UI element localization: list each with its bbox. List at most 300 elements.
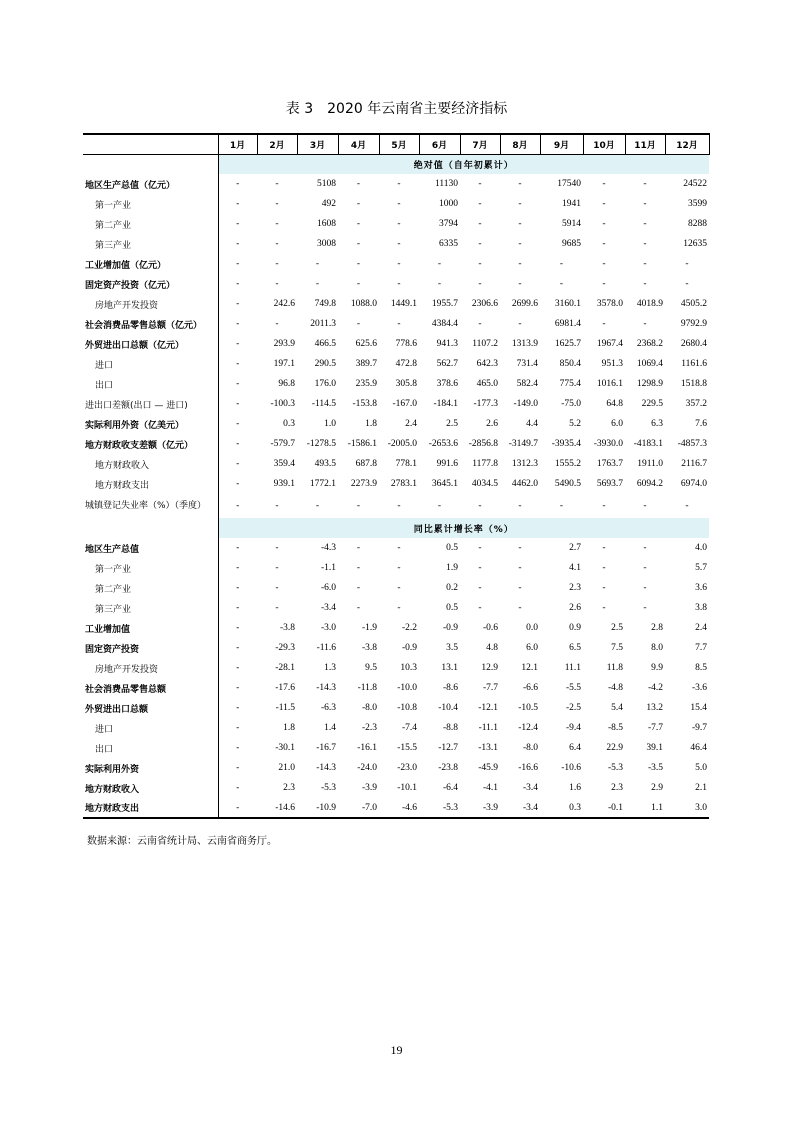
value-cell: -11.1 (478, 723, 498, 733)
table-row (83, 658, 709, 678)
value-cell: 4384.4 (431, 319, 458, 329)
value-cell: - (397, 199, 401, 209)
value-cell: 5490.5 (554, 479, 581, 489)
value-cell: -0.6 (482, 623, 498, 633)
value-cell: 6.4 (569, 743, 581, 753)
value-cell: - (602, 179, 606, 189)
row-label: 地区生产总值（亿元） (85, 180, 176, 191)
value-cell: -6.4 (442, 783, 458, 793)
value-cell: 6974.0 (680, 479, 707, 489)
value-cell: 1.4 (324, 723, 336, 733)
value-cell: - (685, 501, 689, 511)
value-cell: 2783.1 (390, 479, 417, 489)
value-cell: 941.3 (436, 339, 458, 349)
value-cell: - (218, 234, 257, 254)
row-label: 地方财政收入 (85, 784, 140, 795)
value-cell: 2.5 (611, 623, 623, 633)
row-label: 实际利用外资 (85, 764, 140, 775)
value-cell: -2.2 (401, 623, 417, 633)
value-cell: 15.4 (690, 703, 707, 713)
value-cell: - (397, 583, 401, 593)
table-row (83, 294, 709, 314)
value-cell: 493.5 (314, 459, 336, 469)
value-cell: - (218, 434, 257, 454)
value-cell: 1177.8 (472, 459, 498, 469)
month-header: 6月 (419, 134, 460, 154)
table-body (83, 154, 709, 818)
value-cell: 7.7 (695, 643, 707, 653)
row-label: 进口 (95, 360, 114, 371)
table-row (83, 678, 709, 698)
row-label: 外贸进出口总额 (85, 704, 149, 715)
value-cell: - (397, 239, 401, 249)
value-cell: -9.4 (565, 723, 581, 733)
value-cell: -7.7 (482, 683, 498, 693)
value-cell: - (397, 259, 401, 269)
value-cell: - (437, 279, 442, 289)
value-cell: - (218, 638, 257, 658)
value-cell: 5.2 (569, 419, 581, 429)
value-cell: -100.3 (270, 399, 295, 409)
value-cell: - (559, 279, 564, 289)
row-label: 工业增加值 (85, 624, 131, 635)
month-header: 5月 (379, 134, 419, 154)
value-cell: - (602, 501, 606, 511)
table-row (83, 578, 709, 598)
value-cell: 562.7 (436, 359, 458, 369)
table-title: 表 3 2020 年云南省主要经济指标 (285, 101, 508, 117)
value-cell: 642.3 (476, 359, 498, 369)
value-cell: - (478, 563, 482, 573)
value-cell: - (643, 279, 647, 289)
value-cell: 1955.7 (431, 299, 458, 309)
value-cell: -3.6 (691, 683, 707, 693)
value-cell: 2.6 (486, 419, 498, 429)
value-cell: -8.0 (522, 743, 538, 753)
value-cell: 687.8 (355, 459, 377, 469)
value-cell: - (518, 563, 522, 573)
row-label: 进口 (95, 724, 114, 735)
value-cell: 1088.0 (350, 299, 377, 309)
value-cell: - (218, 274, 257, 294)
value-cell: - (356, 219, 361, 229)
value-cell: - (275, 563, 279, 573)
value-cell: - (218, 538, 257, 558)
value-cell: 2.6 (569, 603, 581, 613)
value-cell: - (602, 319, 606, 329)
value-cell: 357.2 (685, 399, 707, 409)
value-cell: 11.8 (606, 663, 623, 673)
value-cell: - (218, 314, 257, 334)
value-cell: -4183.1 (633, 439, 663, 449)
value-cell: 13.1 (441, 663, 458, 673)
table-row (83, 798, 709, 818)
value-cell: -24.0 (357, 763, 377, 773)
value-cell: 197.1 (273, 359, 295, 369)
value-cell: 0.3 (540, 798, 583, 818)
row-label: 实际利用外资（亿美元） (85, 420, 185, 431)
value-cell: 0.3 (283, 419, 295, 429)
value-cell: - (397, 319, 401, 329)
value-cell: 1313.9 (511, 339, 538, 349)
value-cell: - (685, 259, 689, 269)
value-cell: - (275, 583, 279, 593)
value-cell: - (218, 334, 257, 354)
value-cell: -3.8 (279, 623, 295, 633)
table-row (83, 758, 709, 778)
value-cell: -3.4 (522, 783, 538, 793)
value-cell: 9792.9 (680, 319, 707, 329)
section-heading-row (83, 518, 709, 538)
value-cell: 9.9 (651, 663, 663, 673)
section-heading: 绝对值（自年初累计） (218, 154, 709, 174)
value-cell: -4.6 (379, 798, 419, 818)
value-cell: -579.7 (270, 439, 295, 449)
value-cell: -2.5 (565, 703, 581, 713)
value-cell: -23.0 (397, 763, 417, 773)
value-cell: -3.4 (500, 798, 540, 818)
row-label: 出口 (95, 380, 114, 391)
value-cell: -11.6 (316, 643, 336, 653)
value-cell: -149.0 (513, 399, 538, 409)
value-cell: 8.5 (695, 663, 707, 673)
value-cell: - (356, 279, 361, 289)
row-label: 地方财政支出 (83, 798, 218, 818)
value-cell: 472.8 (395, 359, 417, 369)
value-cell: - (397, 219, 401, 229)
row-label: 地方财政收支差额（亿元） (85, 440, 194, 451)
value-cell: - (478, 319, 482, 329)
value-cell: 21.0 (278, 763, 295, 773)
value-cell: 5108 (317, 179, 336, 189)
value-cell: 11.1 (564, 663, 581, 673)
value-cell: 6981.4 (554, 319, 581, 329)
value-cell: 6.5 (569, 643, 581, 653)
value-cell: -3935.4 (551, 439, 581, 449)
value-cell: -1278.5 (306, 439, 336, 449)
value-cell: 778.1 (395, 459, 417, 469)
row-label: 出口 (95, 744, 114, 755)
value-cell: - (356, 199, 361, 209)
value-cell: 1.0 (324, 419, 336, 429)
table-row (83, 698, 709, 718)
row-label: 房地产开发投资 (95, 664, 159, 675)
value-cell: - (602, 279, 606, 289)
value-cell: -9.7 (691, 723, 707, 733)
value-cell: 4034.5 (471, 479, 498, 489)
value-cell: - (356, 603, 361, 613)
row-label: 外贸进出口总额（亿元） (85, 340, 185, 351)
value-cell: -6.6 (522, 683, 538, 693)
value-cell: - (643, 583, 647, 593)
value-cell: - (602, 603, 606, 613)
value-cell: -10.0 (397, 683, 417, 693)
section-heading: 同比累计增长率（%） (218, 518, 709, 538)
value-cell: - (685, 279, 689, 289)
value-cell: - (275, 603, 279, 613)
value-cell: - (518, 583, 522, 593)
value-cell: 1911.0 (637, 459, 663, 469)
value-cell: - (275, 279, 279, 289)
value-cell: -184.1 (433, 399, 458, 409)
value-cell: - (478, 603, 482, 613)
value-cell: - (643, 219, 647, 229)
data-source-note: 数据来源：云南省统计局、云南省商务厅。 (87, 836, 277, 847)
row-label: 社会消费品零售总额（亿元） (85, 320, 203, 331)
value-cell: - (643, 603, 647, 613)
value-cell: 778.6 (395, 339, 417, 349)
value-cell: - (437, 501, 442, 511)
value-cell: -3.5 (647, 763, 663, 773)
value-cell: -5.3 (419, 798, 460, 818)
value-cell: 2.8 (651, 623, 663, 633)
value-cell: - (397, 179, 401, 189)
value-cell: -1.1 (320, 563, 336, 573)
value-cell: -6.3 (320, 703, 336, 713)
value-cell: 1298.9 (636, 379, 663, 389)
value-cell: -15.5 (397, 743, 417, 753)
value-cell: -16.7 (316, 743, 336, 753)
value-cell: - (218, 718, 257, 738)
economic-indicators-table (83, 133, 710, 819)
value-cell: 0.2 (446, 583, 458, 593)
value-cell: 850.4 (559, 359, 581, 369)
value-cell: - (356, 543, 361, 553)
value-cell: - (518, 239, 522, 249)
value-cell: -10.5 (518, 703, 538, 713)
value-cell: - (602, 259, 606, 269)
value-cell: -0.9 (442, 623, 458, 633)
row-label: 地方财政收入 (95, 460, 150, 471)
value-cell: 492 (321, 199, 336, 209)
value-cell: - (602, 583, 606, 593)
table-row (83, 194, 709, 214)
value-cell: -45.9 (478, 763, 498, 773)
value-cell: - (315, 259, 320, 269)
month-header: 2月 (257, 134, 297, 154)
value-cell: -167.0 (392, 399, 417, 409)
value-cell: 359.4 (273, 459, 295, 469)
value-cell: 293.9 (273, 339, 295, 349)
value-cell: 3.8 (695, 603, 707, 613)
value-cell: -8.5 (607, 723, 623, 733)
month-header: 8月 (500, 134, 540, 154)
value-cell: - (218, 598, 257, 618)
value-cell: - (218, 618, 257, 638)
value-cell: 939.1 (273, 479, 295, 489)
value-cell: 582.4 (516, 379, 538, 389)
value-cell: 6.0 (611, 419, 623, 429)
value-cell: - (602, 219, 606, 229)
value-cell: - (518, 501, 522, 511)
value-cell: -3.8 (361, 643, 377, 653)
value-cell: - (397, 563, 401, 573)
value-cell: - (275, 319, 279, 329)
value-cell: -14.6 (257, 798, 297, 818)
table-row (83, 174, 709, 194)
value-cell: - (559, 501, 564, 511)
value-cell: -10.8 (397, 703, 417, 713)
value-cell: - (218, 578, 257, 598)
value-cell: 242.6 (273, 299, 295, 309)
value-cell: 176.0 (314, 379, 336, 389)
value-cell: 39.1 (646, 743, 663, 753)
value-cell: - (518, 219, 522, 229)
month-header-row (83, 134, 709, 154)
value-cell: 991.6 (436, 459, 458, 469)
section-heading-row (83, 154, 709, 174)
value-cell: -7.7 (647, 723, 663, 733)
value-cell: - (643, 563, 647, 573)
table-row (83, 214, 709, 234)
value-cell: - (602, 239, 606, 249)
value-cell: 9.5 (365, 663, 377, 673)
value-cell: 1.8 (283, 723, 295, 733)
value-cell: - (218, 678, 257, 698)
value-cell: - (478, 179, 482, 189)
value-cell: - (643, 199, 647, 209)
value-cell: -6.0 (320, 583, 336, 593)
value-cell: 12.9 (481, 663, 498, 673)
table-row (83, 454, 709, 474)
value-cell: 1.8 (365, 419, 377, 429)
value-cell: - (218, 214, 257, 234)
table-row (83, 778, 709, 798)
value-cell: 3794 (439, 219, 458, 229)
value-cell: 6094.2 (636, 479, 663, 489)
value-cell: 1763.7 (596, 459, 623, 469)
value-cell: -0.1 (583, 798, 625, 818)
table-row (83, 638, 709, 658)
value-cell: 3.5 (446, 643, 458, 653)
value-cell: -30.1 (275, 743, 295, 753)
value-cell: 13.2 (646, 703, 663, 713)
month-header: 10月 (583, 134, 625, 154)
value-cell: - (478, 501, 482, 511)
value-cell: -3.9 (460, 798, 500, 818)
value-cell: -4.1 (482, 783, 498, 793)
value-cell: - (356, 239, 361, 249)
value-cell: -29.3 (275, 643, 295, 653)
value-cell: 4.1 (569, 563, 581, 573)
value-cell: 5.4 (611, 703, 623, 713)
value-cell: - (315, 501, 320, 511)
value-cell: - (218, 394, 257, 414)
value-cell: - (218, 254, 257, 274)
value-cell: -2.3 (361, 723, 377, 733)
row-label: 社会消费品零售总额 (85, 684, 167, 695)
value-cell: 46.4 (690, 743, 707, 753)
month-header: 7月 (460, 134, 500, 154)
value-cell: - (518, 259, 522, 269)
value-cell: 749.8 (314, 299, 336, 309)
value-cell: 1016.1 (596, 379, 623, 389)
value-cell: 1967.4 (596, 339, 623, 349)
value-cell: -2005.0 (387, 439, 417, 449)
value-cell: 1518.8 (680, 379, 707, 389)
value-cell: - (275, 239, 279, 249)
value-cell: - (218, 374, 257, 394)
value-cell: -8.0 (361, 703, 377, 713)
value-cell: 1941 (562, 199, 581, 209)
table-row (83, 314, 709, 334)
value-cell: - (478, 219, 482, 229)
month-header: 12月 (665, 134, 709, 154)
month-header: 11月 (625, 134, 665, 154)
value-cell: -114.5 (311, 399, 336, 409)
table-row (83, 414, 709, 434)
value-cell: 1449.1 (390, 299, 417, 309)
value-cell: 389.7 (355, 359, 377, 369)
value-cell: - (218, 354, 257, 374)
value-cell: - (518, 543, 522, 553)
value-cell: 1.9 (446, 563, 458, 573)
row-label: 城镇登记失业率（%）（季度） (85, 500, 207, 511)
value-cell: -7.4 (401, 723, 417, 733)
row-label: 进出口差额(出口 — 进口) (85, 400, 188, 411)
value-cell: -16.6 (518, 763, 538, 773)
value-cell: 3160.1 (554, 299, 581, 309)
value-cell: -4857.3 (677, 439, 707, 449)
value-cell: - (397, 501, 401, 511)
value-cell: 8288 (688, 219, 707, 229)
table-row (83, 718, 709, 738)
row-label: 第三产业 (95, 240, 132, 251)
value-cell: 2.1 (695, 783, 707, 793)
value-cell: 235.9 (355, 379, 377, 389)
value-cell: 1555.2 (554, 459, 581, 469)
value-cell: 2699.6 (511, 299, 538, 309)
value-cell: 2368.2 (636, 339, 663, 349)
value-cell: - (356, 563, 361, 573)
value-cell: 2.4 (405, 419, 417, 429)
value-cell: 5.7 (695, 563, 707, 573)
value-cell: - (218, 194, 257, 214)
value-cell: - (315, 279, 320, 289)
row-label: 第一产业 (95, 564, 132, 575)
value-cell: 2.3 (569, 583, 581, 593)
value-cell: 0.5 (446, 543, 458, 553)
value-cell: - (478, 583, 482, 593)
value-cell: -0.9 (401, 643, 417, 653)
value-cell: 2.5 (446, 419, 458, 429)
value-cell: 5693.7 (596, 479, 623, 489)
table-row (83, 374, 709, 394)
row-label: 第一产业 (95, 200, 132, 211)
value-cell: -1.9 (361, 623, 377, 633)
value-cell: - (356, 583, 361, 593)
value-cell: 0.9 (569, 623, 581, 633)
table-row (83, 434, 709, 454)
value-cell: 2.9 (651, 783, 663, 793)
value-cell: - (602, 199, 606, 209)
value-cell: - (218, 738, 257, 758)
value-cell: -23.8 (438, 763, 458, 773)
value-cell: - (518, 199, 522, 209)
table-row (83, 494, 709, 518)
value-cell: 9685 (562, 239, 581, 249)
value-cell: 96.8 (278, 379, 295, 389)
value-cell: 625.6 (355, 339, 377, 349)
value-cell: - (275, 199, 279, 209)
table-row (83, 618, 709, 638)
value-cell: - (437, 259, 442, 269)
value-cell: -177.3 (473, 399, 498, 409)
table-row (83, 334, 709, 354)
value-cell: -10.1 (397, 783, 417, 793)
value-cell: 12635 (683, 239, 707, 249)
value-cell: -14.3 (316, 683, 336, 693)
